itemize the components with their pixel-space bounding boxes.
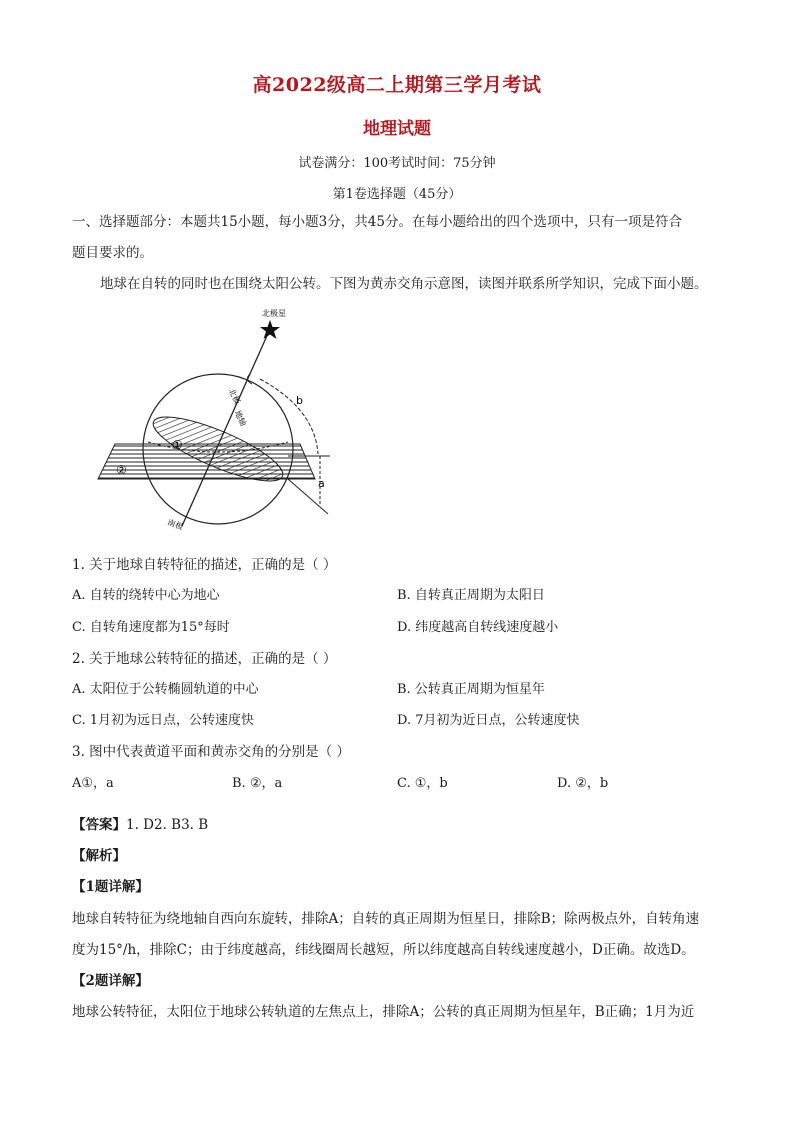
question-1-option-c[interactable]: C. 自转角速度都为15°每时	[72, 620, 230, 635]
question-3-option-b[interactable]: B. ②，a	[232, 776, 283, 791]
question-1-stem: 1. 关于地球自转特征的描述，正确的是（ ）	[72, 557, 337, 573]
answer-text: 1. D2. B3. B	[126, 817, 209, 833]
question-2-stem: 2. 关于地球公转特征的描述，正确的是（ ）	[72, 651, 337, 667]
exam-title: 高2022级高二上期第三学月考试	[252, 74, 542, 96]
analysis-label: 【解析】	[72, 848, 126, 864]
label-2: ②	[116, 463, 127, 477]
question-2-option-d[interactable]: D. 7月初为近日点，公转速度快	[397, 713, 580, 728]
q2-detail-line-1: 地球公转特征，太阳位于地球公转轨道的左焦点上，排除A；公转的真正周期为恒星年，B正确；1月为近	[72, 1004, 695, 1020]
section-heading: 第1卷选择题（45分）	[332, 187, 462, 202]
question-2-option-a[interactable]: A. 太阳位于公转椭圆轨道的中心	[72, 682, 259, 697]
subject-title: 地理试题	[363, 119, 431, 139]
instructions-line-1: 一、选择题部分：本题共15小题，每小题3分，共45分。在每小题给出的四个选项中，只有一项是符合	[72, 214, 682, 230]
north-pole-label: 北极	[226, 387, 242, 406]
instructions-line-2: 题目要求的。	[72, 245, 153, 261]
north-star-icon	[260, 320, 280, 339]
question-2-option-c[interactable]: C. 1月初为远日点，公转速度快	[72, 713, 255, 728]
q1-detail-line-2: 度为15°/h，排除C；由于纬度越高，纬线圈周长越短，所以纬度越高自转线速度越小，D正确。故选D。	[72, 942, 695, 958]
q1-detail-line-1: 地球自转特征为绕地轴自西向东旋转，排除A；自转的真正周期为恒星日，排除B；除两极点外，自转角速	[72, 911, 700, 927]
question-2-option-b[interactable]: B. 公转真正周期为恒星年	[397, 682, 545, 697]
axis-label: 地轴	[232, 409, 248, 428]
angle-b-label: b	[296, 394, 303, 407]
q1-detail-label: 【1题详解】	[72, 879, 149, 895]
south-pole-label: 南极	[166, 517, 185, 532]
question-1-option-a[interactable]: A. 自转的绕转中心为地心	[72, 588, 220, 603]
question-3-stem: 3. 图中代表黄道平面和黄赤交角的分别是（ ）	[72, 744, 350, 760]
north-star-label: 北极星	[262, 309, 286, 318]
intro-text: 地球在自转的同时也在围绕太阳公转。下图为黄赤交角示意图，读图并联系所学知识，完成下面小题。	[100, 276, 708, 292]
q2-detail-label: 【2题详解】	[72, 973, 149, 989]
question-1-option-d[interactable]: D. 纬度越高自转线速度越小	[397, 620, 559, 635]
angle-a-label: a	[318, 477, 325, 490]
exam-meta: 试卷满分：100考试时间：75分钟	[298, 156, 496, 171]
question-3-option-c[interactable]: C. ①，b	[397, 776, 448, 791]
answer-label: 【答案】	[72, 817, 126, 833]
question-3-option-d[interactable]: D. ②，b	[557, 776, 609, 791]
label-1: ①	[172, 438, 183, 452]
question-3-option-a[interactable]: A①，a	[72, 776, 114, 791]
answer-row	[72, 812, 208, 838]
question-1-option-b[interactable]: B. 自转真正周期为太阳日	[397, 588, 545, 603]
ecliptic-obliquity-diagram	[90, 304, 340, 534]
